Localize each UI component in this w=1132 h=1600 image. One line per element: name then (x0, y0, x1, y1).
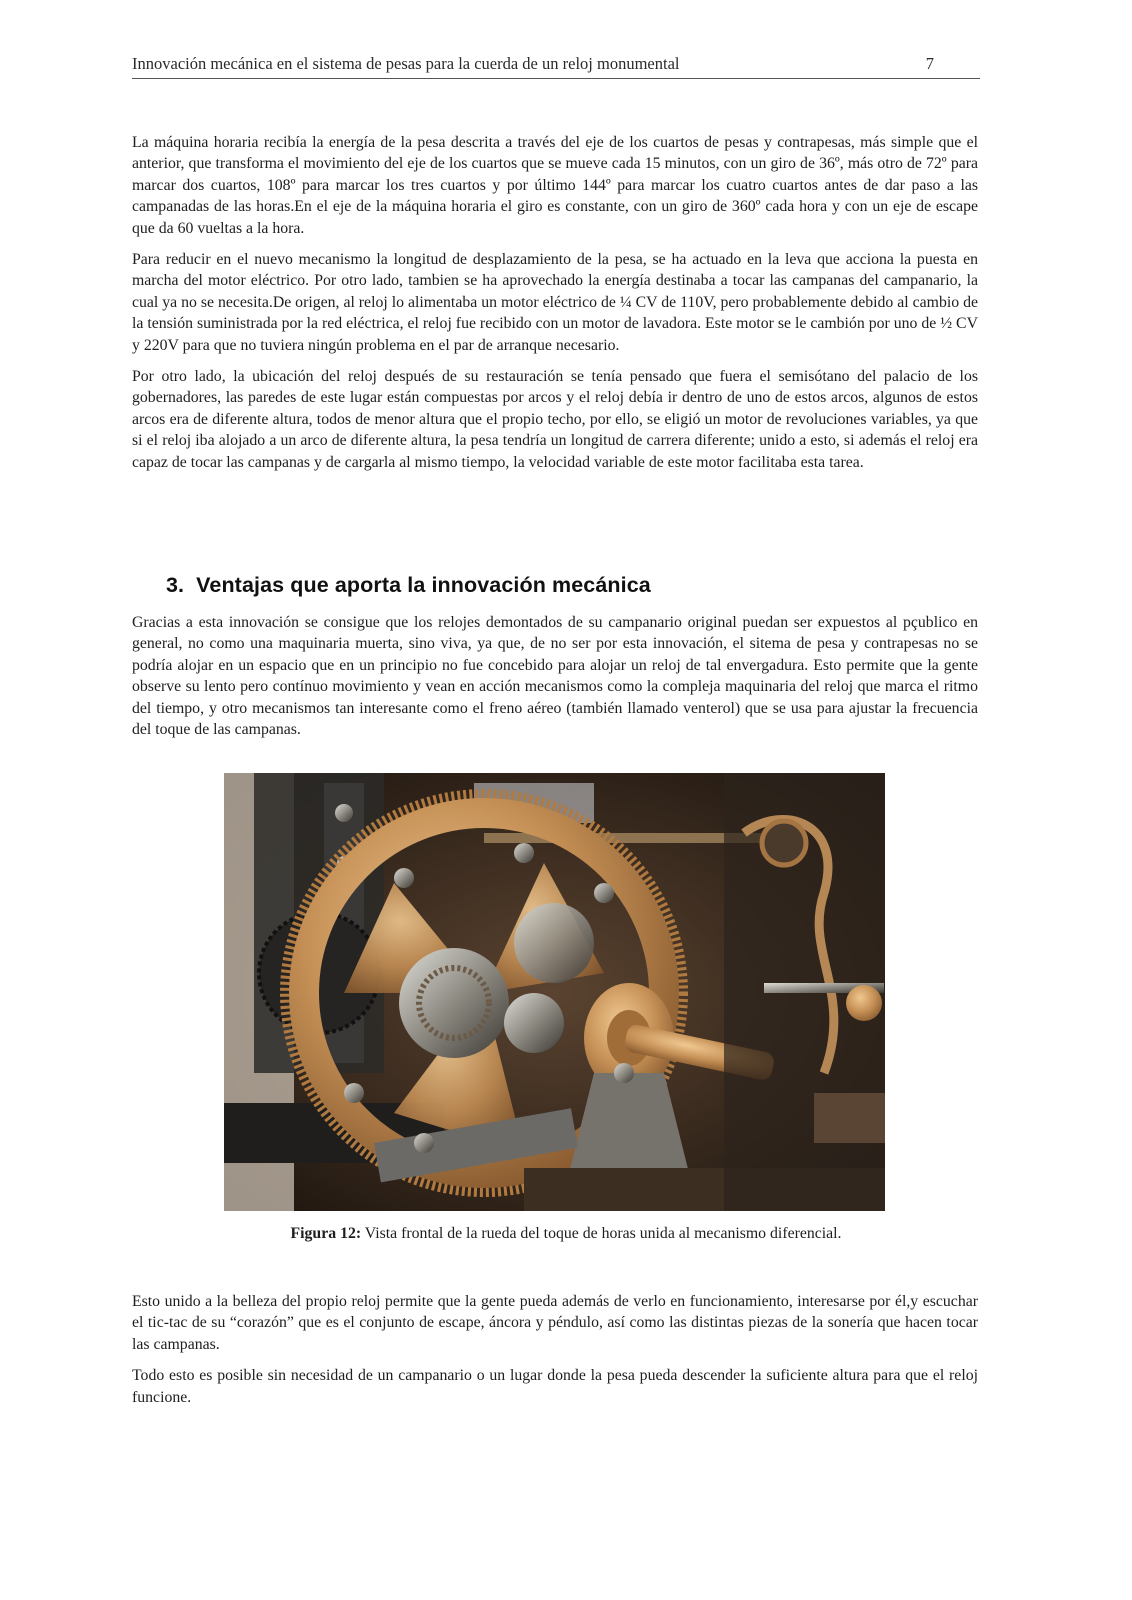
figure-photo (224, 773, 885, 1211)
figure-caption-text: Vista frontal de la rueda del toque de horas unida al mecanismo diferencial. (361, 1225, 842, 1242)
section-number: 3. (166, 573, 185, 597)
section3-closing (132, 1291, 978, 1418)
figure-label: Figura 12: (290, 1225, 362, 1242)
figure-caption (0, 1225, 1132, 1243)
page-number: 7 (925, 54, 934, 73)
paragraph: Por otro lado, la ubicación del reloj después de su restauración se tenía pensado que fuera el semisótano del palacio de los gobernadores, las paredes de este lugar están compuestas por arcos y el reloj debía ir dentro de uno de estos arcos, algunos de estos arcos era de diferente altura, todos de menor altura que el propio techo, por ello, se eligió un motor de revoluciones variables, ya que si el reloj iba alojado a un arco de diferente altura, la pesa tendría un longitud de carrera diferente; unido a esto, si además el reloj era capaz de tocar las campanas y de cargarla al mismo tiempo, la velocidad variable de este motor facilitaba esta tarea. (132, 368, 978, 471)
paragraph: Para reducir en el nuevo mecanismo la longitud de desplazamiento de la pesa, se ha actuado en la leva que acciona la puesta en marcha del motor eléctrico. Por otro lado, tambien se ha aprovechado la energía destinaba a tocar las campanas del campanario, la cual ya no se necesita.De origen, al reloj lo alimentaba un motor eléctrico de ¼ CV de 110V, pero probablemente debido al cambio de la tensión suministrada por la red eléctrica, el reloj fue recibido con un motor de lavadora. Este motor se le cambión por uno de ½ CV y 220V para que no tuviera ningún problema en el par de arranque necesario. (132, 251, 978, 354)
section-heading (166, 573, 651, 598)
section-body-top (132, 132, 978, 483)
paragraph: La máquina horaria recibía la energía de la pesa descrita a través del eje de los cuartos de pesas y contrapesas, más simple que el anterior, que transforma el movimiento del eje de los cuartos que se mueve cada 15 minutos, con un giro de 36º, más otro de 72º para marcar dos cuartos, 108º para marcar los tres cuartos y por último 144º para marcar los cuatro cuartos antes de dar paso a las campanadas de las horas.En el eje de la máquina horaria el giro es constante, con un giro de 360º cada hora y con un eje de escape que da 60 vueltas a la hora. (132, 134, 978, 237)
running-header (132, 54, 980, 79)
section3-intro (132, 612, 978, 750)
gear-mechanism-photo (224, 773, 885, 1211)
section-title: Ventajas que aporta la innovación mecánica (196, 573, 651, 597)
paragraph: Todo esto es posible sin necesidad de un campanario o un lugar donde la pesa pueda descender la suficiente altura para que el reloj funcione. (132, 1367, 978, 1406)
paragraph: Esto unido a la belleza del propio reloj permite que la gente pueda además de verlo en funcionamiento, interesarse por él,y escuchar el tic-tac de su “corazón” que es el conjunto de escape, áncora y péndulo, así como las distintas piezas de la sonería que hacen tocar las campanas. (132, 1293, 978, 1353)
paragraph: Gracias a esta innovación se consigue que los relojes demontados de su campanario original puedan ser expuestos al pçublico en general, no como una maquinaria muerta, sino viva, ya que, de no ser por esta innovación, el sitema de pesa y contrapesas no se podría alojar en un espacio que en un principio no fue concebido para alojar un reloj de tal envergadura. Esto permite que la gente observe su lento pero contínuo movimiento y vean en acción mecanismos como la compleja maquinaria del reloj que marca el ritmo del tiempo, y otro mecanismos tan interesante como el freno aéreo (también llamado venterol) que se usa para ajustar la frecuencia del toque de las campanas. (132, 614, 978, 739)
running-title: Innovación mecánica en el sistema de pesas para la cuerda de un reloj monumental (132, 54, 680, 73)
